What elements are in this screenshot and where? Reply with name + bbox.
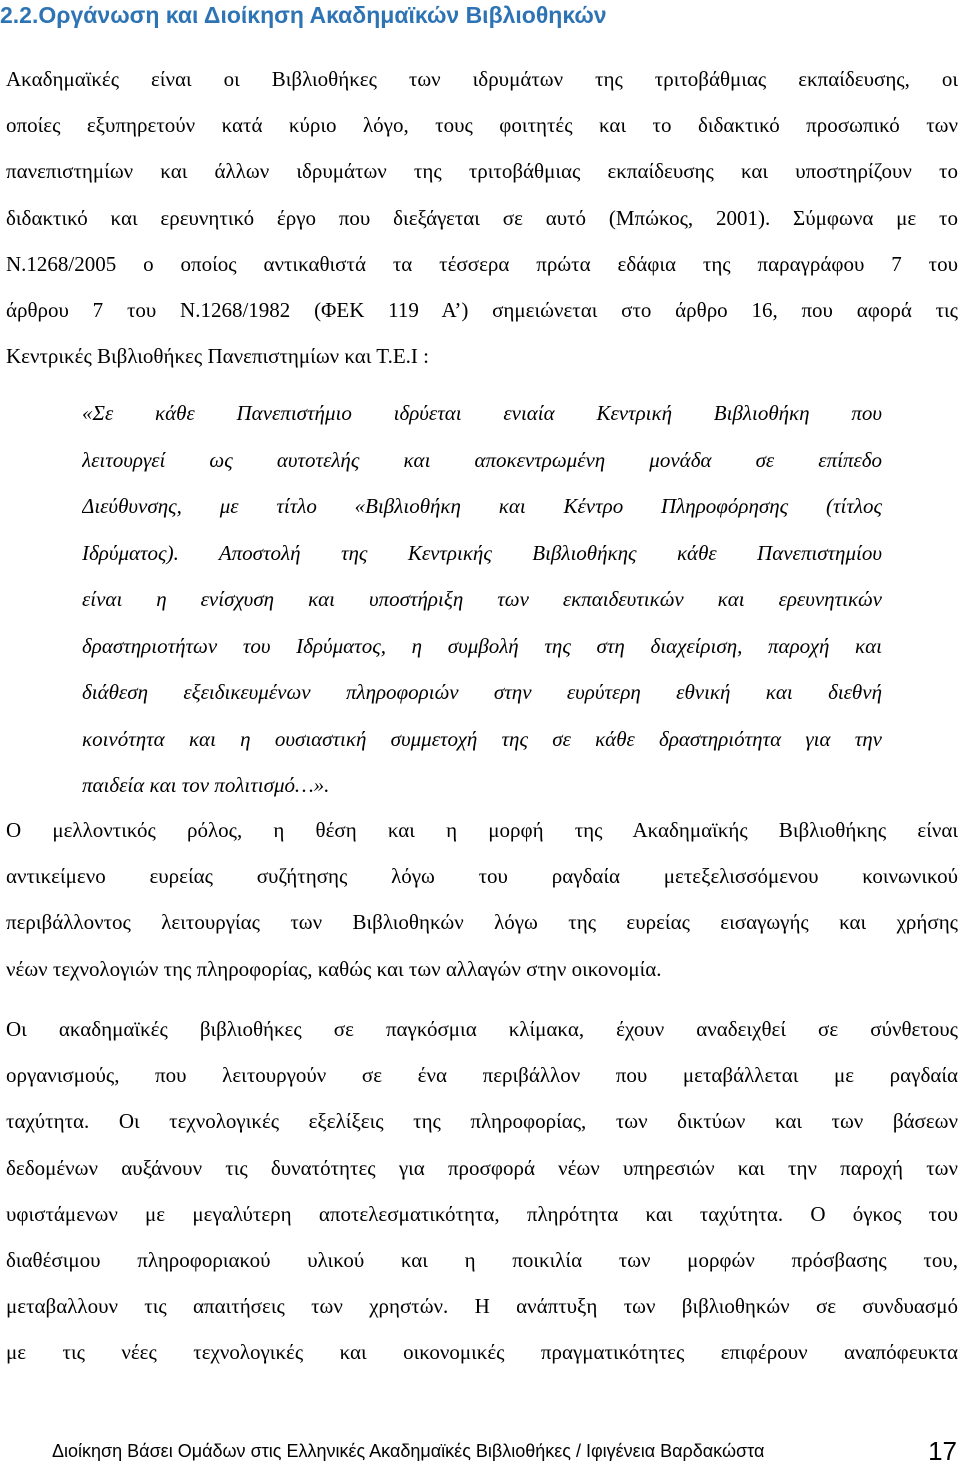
text-line: περιβάλλοντος λειτουργίας των Βιβλιοθηκών λόγω της ευρείας εισαγωγής και χρήσης <box>6 910 958 935</box>
text-line: πανεπιστημίων και άλλων ιδρυμάτων της τριτοβάθμιας εκπαίδευσης και υποστηρίζουν το <box>6 159 958 184</box>
text-line: Ν.1268/2005 ο οποίος αντικαθιστά τα τέσσερα πρώτα εδάφια της παραγράφου 7 του <box>6 251 958 276</box>
text-line: διαθέσιμου πληροφοριακού υλικού και η ποικιλία των μορφών πρόσβασης του, <box>6 1247 958 1272</box>
text-line: ταχύτητα. Οι τεχνολογικές εξελίξεις της πληροφορίας, των δικτύων και των βάσεων <box>6 1109 958 1134</box>
text-line: δεδομένων αυξάνουν τις δυνατότητες για προσφορά νέων υπηρεσιών και την παροχή των <box>6 1155 958 1180</box>
text-line: Οι ακαδημαϊκές βιβλιοθήκες σε παγκόσμια κλίμακα, έχουν αναδειχθεί σε σύνθετους <box>6 1017 958 1041</box>
page-number: 17 <box>928 1436 957 1466</box>
paragraph-global-libraries <box>6 1006 958 1376</box>
quote-line: λειτουργεί ως αυτοτελής και αποκεντρωμένη μονάδα σε επίπεδο <box>82 447 882 472</box>
block-quote <box>82 390 882 809</box>
quote-line: διάθεση εξειδικευμένων πληροφοριών στην ευρύτερη εθνική και διεθνή <box>82 680 882 704</box>
text-line: αντικείμενο ευρείας συζήτησης λόγω του ραγδαία μετεξελισσόμενου κοινωνικού <box>6 864 958 889</box>
quote-line: Ιδρύματος). Αποστολή της Κεντρικής Βιβλιοθήκης κάθε Πανεπιστημίου <box>82 540 882 565</box>
quote-line: κοινότητα και η ουσιαστική συμμετοχή της σε κάθε δραστηριότητα για την <box>82 726 882 751</box>
paragraph-intro <box>6 56 958 379</box>
footer-title: Διοίκηση Βάσει Ομάδων στις Ελληνικές Ακαδημαϊκές Βιβλιοθήκες / Ιφιγένεια Βαρδακώστα <box>52 1441 765 1461</box>
quote-line: είναι η ενίσχυση και υποστήριξη των εκπαιδευτικών και ερευνητικών <box>82 587 882 611</box>
paragraph-future-role <box>6 807 958 992</box>
text-line: Κεντρικές Βιβλιοθήκες Πανεπιστημίων και Τ.Ε.Ι : <box>6 344 429 369</box>
text-line: διδακτικό και ερευνητικό έργο που διεξάγεται σε αυτό (Μπώκος, 2001). Σύμφωνα με το <box>6 205 958 230</box>
text-line: Ο μελλοντικός ρόλος, η θέση και η μορφή της Ακαδημαϊκής Βιβλιοθήκης είναι <box>6 818 958 842</box>
quote-line: «Σε κάθε Πανεπιστήμιο ιδρύεται ενιαία Κεντρική Βιβλιοθήκη που <box>82 401 882 425</box>
quote-line: Διεύθυνσης, με τίτλο «Βιβλιοθήκη και Κέντρο Πληροφόρησης (τίτλος <box>82 494 882 518</box>
text-line: άρθρου 7 του Ν.1268/1982 (ΦΕΚ 119 Α’) σημειώνεται στο άρθρο 16, που αφορά τις <box>6 297 958 322</box>
text-line: οργανισμούς, που λειτουργούν σε ένα περιβάλλον που μεταβάλλεται με ραγδαία <box>6 1063 958 1088</box>
section-heading: 2.2.Οργάνωση και Διοίκηση Ακαδημαϊκών Βιβλιοθηκών <box>0 2 607 28</box>
text-line: υφιστάμενων με μεγαλύτερη αποτελεσματικότητα, πληρότητα και ταχύτητα. Ο όγκος του <box>6 1201 958 1226</box>
text-line: Ακαδημαϊκές είναι οι Βιβλιοθήκες των ιδρυμάτων της τριτοβάθμιας εκπαίδευσης, οι <box>6 67 958 91</box>
page-footer <box>0 1436 960 1466</box>
text-line: οποίες εξυπηρετούν κατά κύριο λόγο, τους φοιτητές και το διδακτικό προσωπικό των <box>6 113 958 138</box>
text-line: νέων τεχνολογιών της πληροφορίας, καθώς και των αλλαγών στην οικονομία. <box>6 956 662 981</box>
quote-line: παιδεία και τον πολιτισμό…». <box>82 773 330 797</box>
text-line: με τις νέες τεχνολογικές και οικονομικές πραγματικότητες επιφέρουν αναπόφευκτα <box>6 1340 958 1365</box>
text-line: μεταβαλλουν τις απαιτήσεις των χρηστών. Η ανάπτυξη των βιβλιοθηκών σε συνδυασμό <box>6 1294 958 1319</box>
quote-line: δραστηριοτήτων του Ιδρύματος, η συμβολή της στη διαχείριση, παροχή και <box>82 633 882 658</box>
